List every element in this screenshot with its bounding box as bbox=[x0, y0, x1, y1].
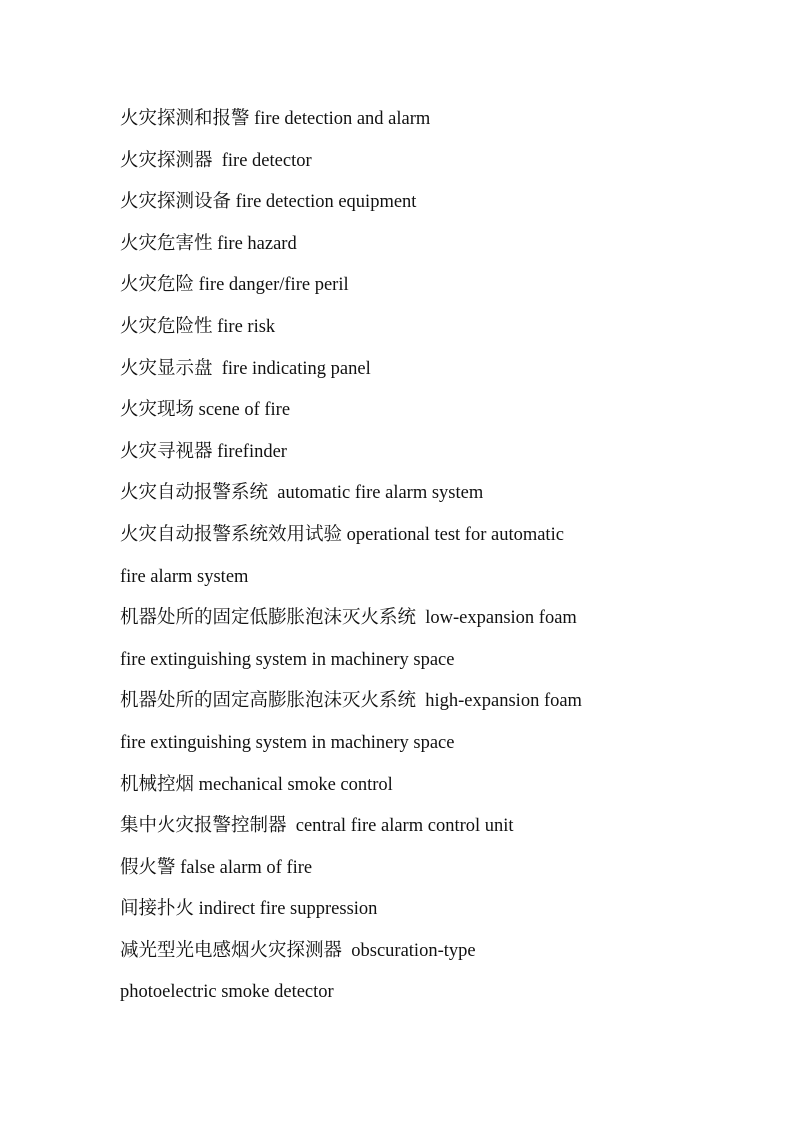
glossary-line: 火灾现场 scene of fire bbox=[120, 400, 291, 421]
glossary-line: 火灾显示盘 fire indicating panel bbox=[120, 358, 371, 379]
glossary-line: 火灾自动报警系统 automatic fire alarm system bbox=[120, 483, 484, 504]
glossary-line: 火灾危险性 fire risk bbox=[120, 316, 276, 337]
glossary-line: 火灾危害性 fire hazard bbox=[120, 233, 297, 254]
glossary-line: 减光型光电感烟火灾探测器 obscuration-type bbox=[120, 940, 476, 961]
glossary-line: 火灾探测设备 fire detection equipment bbox=[120, 192, 417, 213]
glossary-line: 机器处所的固定高膨胀泡沫灭火系统 high-expansion foam bbox=[120, 691, 582, 712]
glossary-line: 火灾探测和报警 fire detection and alarm bbox=[120, 109, 431, 129]
glossary-line: fire alarm system bbox=[120, 566, 249, 587]
glossary-line: fire extinguishing system in machinery space bbox=[120, 649, 455, 670]
glossary-line: 间接扑火 indirect fire suppression bbox=[120, 899, 378, 920]
glossary-line: 机械控烟 mechanical smoke control bbox=[120, 774, 393, 795]
glossary-line: photoelectric smoke detector bbox=[120, 982, 334, 1003]
glossary-line: 假火警 false alarm of fire bbox=[120, 857, 313, 878]
glossary-line: 火灾寻视器 firefinder bbox=[120, 441, 287, 462]
glossary-line: 火灾探测器 fire detector bbox=[120, 150, 312, 171]
glossary-line: 火灾危险 fire danger/fire peril bbox=[120, 275, 349, 296]
glossary-line: 集中火灾报警控制器 central fire alarm control unit bbox=[120, 816, 514, 837]
glossary-line: 机器处所的固定低膨胀泡沫灭火系统 low-expansion foam bbox=[120, 608, 577, 629]
glossary-text bbox=[120, 99, 720, 1014]
glossary-line: fire extinguishing system in machinery space bbox=[120, 732, 455, 753]
glossary-line: 火灾自动报警系统效用试验 operational test for automatic bbox=[120, 524, 564, 545]
